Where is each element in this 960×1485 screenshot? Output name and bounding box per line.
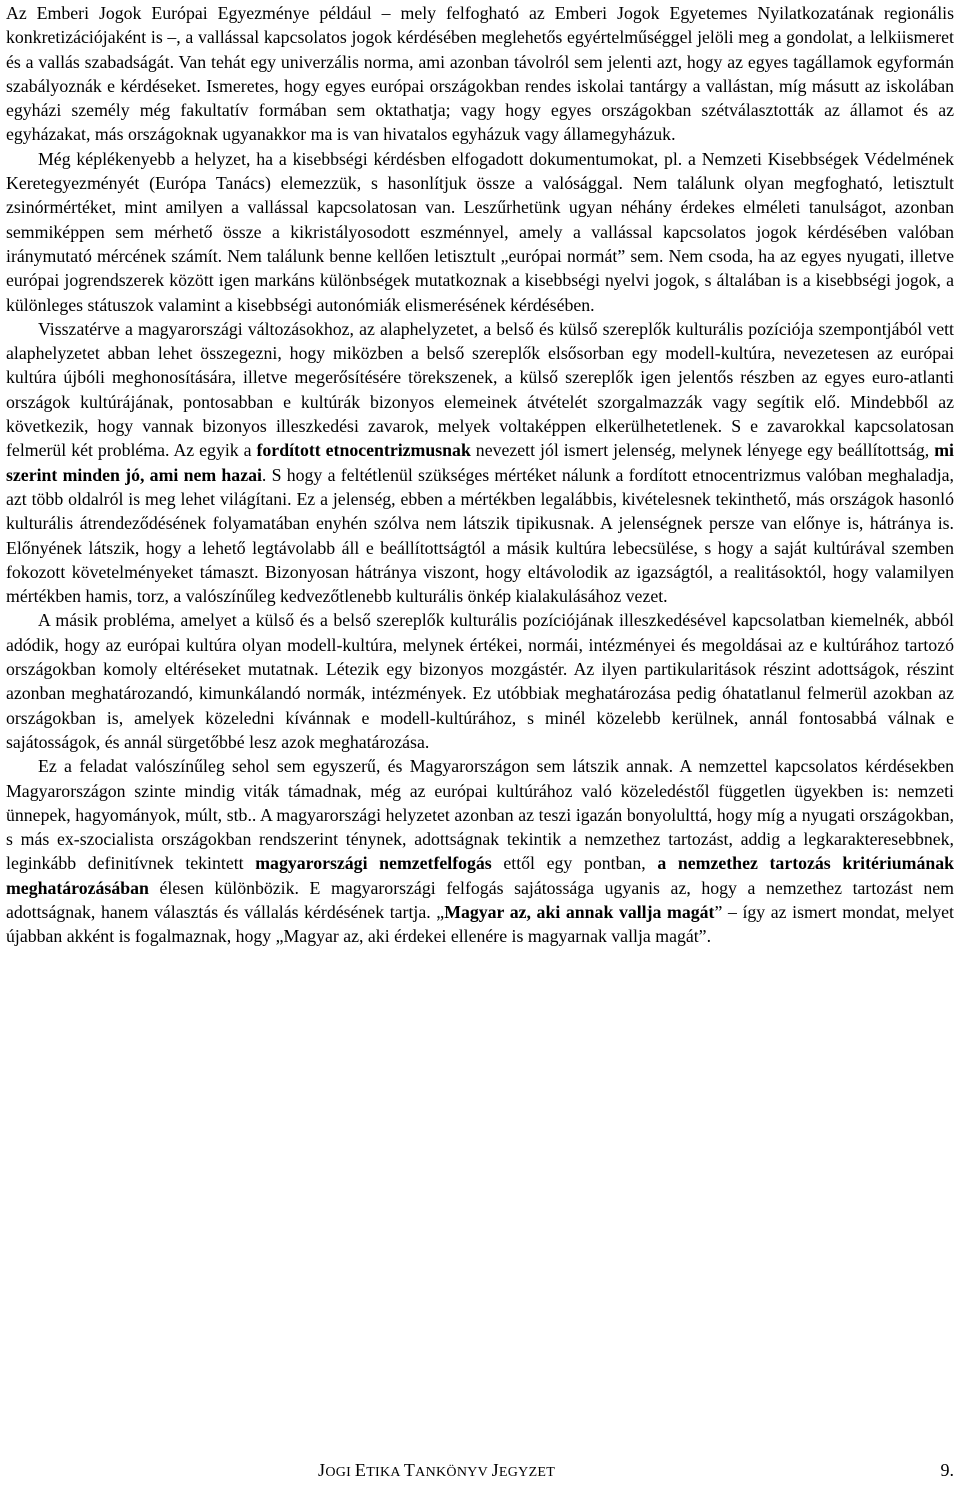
footer-book-title — [318, 1458, 555, 1485]
page-footer — [318, 1458, 954, 1483]
footer-title-rest: TIKA — [366, 1465, 404, 1480]
bold-text-segment: fordított etnocentrizmusnak — [256, 440, 471, 461]
text-segment: élesen különbözik. E magyarországi felfogás sajátossága ugyanis az, hogy a nemzethez tartozást nem adottságnak, hanem választás és vállalás kérdésének tartja. „ — [6, 877, 954, 922]
text-segment: ” – így az ismert mondat, melyet újabban akként is fogalmaznak, hogy „Magyar az, aki érdekei ellenére is magyarnak vallja magát”. — [6, 901, 954, 947]
text-segment: . S hogy a feltétlenül szükséges mértéket nálunk a fordított etnocentrizmus valóban meghaladja, azt több oldalról is meg lehet világítani. Ez a jelenség, ebben a mértékben legalábbis, kivételesnek tekinthető, más országok hasonló kulturális átrendeződésének folyamatában enyhén szólva nem látszik tipikusnak. A jelenségnek persze van előnye is, hátránya is. Előnyének látszik, hogy a lehető legtávolabb áll e beállítottságtól a másik kultúra lebecsülése, s hogy a saját kultúrával szemben fokozott követelményeket támaszt. Bizonyosan hátránya viszont, hogy eltávolodik az igazságtól, a realitásoktól, hogy valamilyen mértékben hamis, torz, a valószínűleg kedvezőtlenebb kulturális önkép kialakulásához vezet. — [6, 464, 954, 607]
document-body — [6, 1, 954, 949]
bold-text-segment: mi szerint minden jó, ami nem hazai — [6, 440, 954, 485]
footer-title-initial: J — [491, 1460, 499, 1480]
paragraph — [6, 147, 954, 317]
text-segment: nevezett jól ismert jelenség, melynek lényege egy beállítottság, — [470, 440, 935, 461]
footer-title-rest: OGI — [325, 1465, 355, 1480]
footer-title-initial: E — [354, 1460, 367, 1480]
text-segment: Ez a feladat valószínűleg sehol sem egyszerű, és Magyarországon sem látszik annak. A nemzettel kapcsolatos kérdésekben Magyarországon szinte mindig viták támadnak, még az európai kultúrához való közeledéstől független ügyekben is: nemzeti ünnepek, hagyományok, múlt, stb.. A magyarországi helyzetet azonban az teszi igazán bonyolulttá, hogy míg a nyugati országokban, s más ex-szocialista országokban rendszerint ténynek, adottságnak tekintik a nemzethez tartozást, addig a legkarakteresebbnek, leginkább definitívnek tekintett — [6, 756, 954, 874]
bold-text-segment: Magyar az, aki annak vallja magát — [444, 901, 715, 922]
text-segment: Az Emberi Jogok Európai Egyezménye például – mely felfogható az Emberi Jogok Egyetemes Nyilatkozatának regionális konkretizációjaként is –, a vallással kapcsolatos jogok kérdésében meglehetős egyértelműséggel jelöli meg a gondolat, a lelkiismeret és a vallás szabadságát. Van tehát egy univerzális norma, ami azonban távolról sem jelenti azt, hogy az egyes tagállamok egyformán szabályoznák e kérdéseket. Ismeretes, hogy egyes európai országokban rendes iskolai tantárgy a vallástan, míg másutt az iskolában egyházi személy még fakultatív formában sem oktathatja; vagy hogy egyes országokban szétválasztották az államot és az egyházakat, más országoknak ugyanakkor ma is van hivatalos egyházuk vagy államegyházuk. — [6, 3, 954, 145]
text-segment: ettől egy pontban, — [491, 853, 658, 874]
text-segment: A másik probléma, amelyet a külső és a belső szereplők kulturális pozíciójának illeszkedésével kapcsolatban kiemelnék, abból adódik, hogy az európai kultúra olyan modell-kultúra, melynek értékei, normái, intézményei és megoldásai az e kultúrához tartozó országokban komoly eltéréseket mutatnak. Létezik egy bizonyos mozgástér. Az ilyen partikularitások részint adottságok, részint azonban meghatározandó, kimunkálandó normák, intézmények. Ez utóbbiak meghatározása pedig óhatatlanul felmerül azokban az országokban is, amelyek közeledni kívánnak e modell-kultúrához, s minél közelebb kerülnek, annál fontosabbá válnak e sajátosságok, és annál sürgetőbbé lesz azok meghatározása. — [6, 610, 954, 752]
paragraph — [6, 1, 954, 147]
footer-title-initial: T — [403, 1460, 416, 1480]
text-segment: Még képlékenyebb a helyzet, ha a kisebbségi kérdésben elfogadott dokumentumokat, pl. a Nemzeti Kisebbségek Védelmének Keretegyezményét (Európa Tanács) elemezzük, s hasonlítjuk össze a valósággal. Nem találunk olyan megfogható, letisztult zsinórmértéket, mint amilyen a vallással kapcsolatosan van. Leszűrhetünk ugyan néhány érdekes elméleti tanulságot, azonban semmiképpen sem mérhető össze a kikristályosodott eszménnyel, amely a vallással kapcsolatos jogok kérdésében valóban iránymutató mércének számít. Nem találunk benne kellően letisztult „európai normát” sem. Nem csoda, ha az egyes nyugati, illetve európai jogrendszerek között igen markáns különbségek mutatkoznak a kisebbségi nyelvi jogok, s általában is a kisebbségi jogok, a különleges státuszok valamint a kisebbségi autonómiák elismerésének kérdésében. — [6, 148, 954, 315]
paragraph — [6, 754, 954, 948]
text-segment: Visszatérve a magyarországi változásokhoz, az alaphelyzetet, a belső és külső szereplők kulturális pozíciója szempontjából vett alaphelyzetet abban lehet összegezni, hogy miközben a belső szereplők elsősorban egy modell-kultúra, nevezetesen az európai kultúra újbóli meghonosítására, illetve megerősítésére törekszenek, a külső szereplők igen jelentős részben az egyes euro-atlanti országok kultúrájának, pontosabban e kultúrák bizonyos elemeinek átvételét szorgalmazzák vagy segítik elő. Mindebből az következik, hogy vannak bizonyos illeszkedési zavarok, melyek voltaképpen elkerülhetetlenek. S e zavarokkal kapcsolatosan felmerül két probléma. Az egyik a — [6, 318, 954, 461]
footer-title-rest: ANKÖNYV — [415, 1465, 492, 1480]
paragraph — [6, 608, 954, 754]
footer-title-rest: EGYZET — [498, 1465, 556, 1480]
page-number: 9. — [940, 1460, 954, 1480]
footer-title-initial: J — [318, 1460, 326, 1480]
bold-text-segment: a nemzethez tartozás kritériumának meghatározásában — [6, 853, 954, 898]
paragraph — [6, 317, 954, 609]
bold-text-segment: magyarországi nemzetfelfogás — [255, 853, 492, 874]
